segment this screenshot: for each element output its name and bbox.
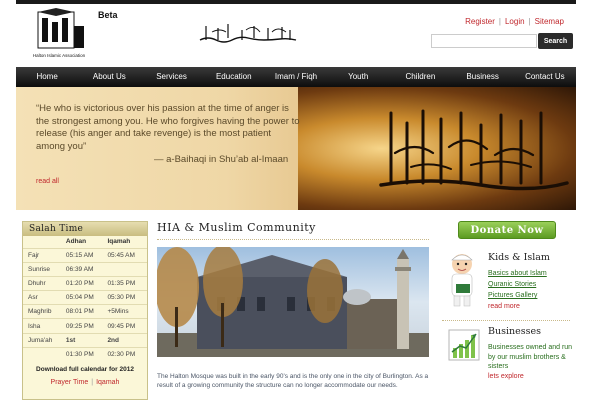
iqamah-time xyxy=(105,262,147,276)
adhan-time: 01:20 PM xyxy=(64,276,106,290)
kids-islam-title: Kids & Islam xyxy=(488,252,550,263)
nav-youth[interactable]: Youth xyxy=(348,72,369,81)
search-button[interactable]: Search xyxy=(538,33,573,49)
divider xyxy=(442,320,570,321)
nav-about-us[interactable]: About Us xyxy=(92,72,126,81)
shahada-calligraphy xyxy=(371,93,571,203)
page xyxy=(16,0,576,400)
read-all-link[interactable]: read all xyxy=(36,178,59,185)
main-nav xyxy=(16,67,576,87)
basics-about-islam-link[interactable]: Basics about Islam xyxy=(488,270,547,277)
kids-links xyxy=(488,268,547,312)
salah-time-panel xyxy=(22,221,148,400)
iqamah-time: 01:35 PM xyxy=(105,276,147,290)
salah-header-adhan: Adhan xyxy=(65,238,87,246)
adhan-time: 06:39 AM xyxy=(64,262,106,276)
nav-services[interactable]: Services xyxy=(156,72,187,81)
adhan-time: 01:30 PM xyxy=(64,347,106,361)
salah-row xyxy=(23,319,147,333)
salah-links: Prayer Time | Iqamah xyxy=(50,378,120,386)
nav-imam-fiqh[interactable]: Imam / Fiqh xyxy=(274,72,318,81)
donate-now-button[interactable]: Donate Now xyxy=(458,221,556,239)
community-text: The Halton Mosque was built in the early 90's and is the only one in the city of Burlington. As a result of a growing community the structure can no longer accommodate our needs. xyxy=(157,373,429,389)
salah-title: Salah Time xyxy=(23,222,147,236)
salah-header-iqamah: Iqamah xyxy=(107,238,131,246)
prayer-name: Juma'ah xyxy=(23,333,64,347)
login-link[interactable]: Login xyxy=(504,17,525,26)
prayer-name xyxy=(23,347,64,361)
quranic-stories-link[interactable]: Quranic Stories xyxy=(488,281,537,288)
divider xyxy=(157,239,429,240)
prayer-name: Fajr xyxy=(23,248,64,262)
community-title: HIA & Muslim Community xyxy=(157,221,316,234)
salah-row xyxy=(23,333,147,347)
nav-home[interactable]: Home xyxy=(36,72,58,81)
hero-banner xyxy=(16,87,576,210)
adhan-time: 05:15 AM xyxy=(64,248,106,262)
salah-row xyxy=(23,291,147,305)
logo-text: Halton Islamic Association xyxy=(32,53,86,58)
iqamah-time: 09:45 PM xyxy=(105,319,147,333)
kids-illustration xyxy=(442,250,482,310)
bismillah-calligraphy xyxy=(198,18,298,48)
iqamah-time: 05:45 AM xyxy=(105,248,147,262)
iqamah-time: 02:30 PM xyxy=(105,347,147,361)
iqamah-time: +5Mins xyxy=(105,305,147,319)
businesses-title: Businesses xyxy=(488,326,542,337)
banner-quote: “He who is victorious over his passion at the time of anger is the strongest among you. He who forgives having the power to release (his anger and take revenge) is the most patient among you” xyxy=(36,103,300,152)
download-calendar-link[interactable]: Download full calendar for 2012 xyxy=(36,365,134,373)
nav-business[interactable]: Business xyxy=(466,72,499,81)
banner-quote-source: — a-Baihaqi in Shu’ab al-Imaan xyxy=(154,154,289,165)
prayer-name: Asr xyxy=(23,291,64,305)
kids-read-more-link[interactable]: read more xyxy=(488,303,520,310)
register-link[interactable]: Register xyxy=(465,17,495,26)
prayer-time-link[interactable]: Prayer Time xyxy=(50,378,89,386)
top-bar xyxy=(16,0,576,4)
iqamah-time: 05:30 PM xyxy=(105,291,147,305)
prayer-name: Dhuhr xyxy=(23,276,64,290)
adhan-time: 09:25 PM xyxy=(64,319,106,333)
salah-header-blank xyxy=(23,236,64,248)
salah-row xyxy=(23,305,147,319)
iqamah-link[interactable]: Iqamah xyxy=(96,378,120,386)
pictures-gallery-link[interactable]: Pictures Gallery xyxy=(488,292,538,299)
adhan-time: 08:01 PM xyxy=(64,305,106,319)
salah-row xyxy=(23,276,147,290)
prayer-name: Sunrise xyxy=(23,262,64,276)
search-input[interactable] xyxy=(431,34,537,48)
nav-contact-us[interactable]: Contact Us xyxy=(525,72,565,81)
lets-explore-link[interactable]: lets explore xyxy=(488,373,524,380)
nav-children[interactable]: Children xyxy=(405,72,436,81)
salah-row xyxy=(23,347,147,361)
beta-label: Beta xyxy=(98,10,118,20)
sitemap-link[interactable]: Sitemap xyxy=(534,17,564,26)
top-links: Register | Login | Sitemap xyxy=(465,17,564,26)
prayer-name: Maghrib xyxy=(23,305,64,319)
prayer-name: Isha xyxy=(23,319,64,333)
logo[interactable] xyxy=(28,8,90,60)
adhan-time: 05:04 PM xyxy=(64,291,106,305)
business-chart-icon xyxy=(448,328,482,364)
iqamah-time: 2nd xyxy=(105,333,147,347)
nav-education[interactable]: Education xyxy=(215,72,252,81)
salah-row xyxy=(23,262,147,276)
adhan-time: 1st xyxy=(64,333,106,347)
businesses-text: Businesses owned and run by our muslim brothers & sisters xyxy=(488,344,573,370)
mosque-photo[interactable] xyxy=(157,247,429,357)
salah-row xyxy=(23,248,147,262)
salah-table xyxy=(23,236,147,362)
